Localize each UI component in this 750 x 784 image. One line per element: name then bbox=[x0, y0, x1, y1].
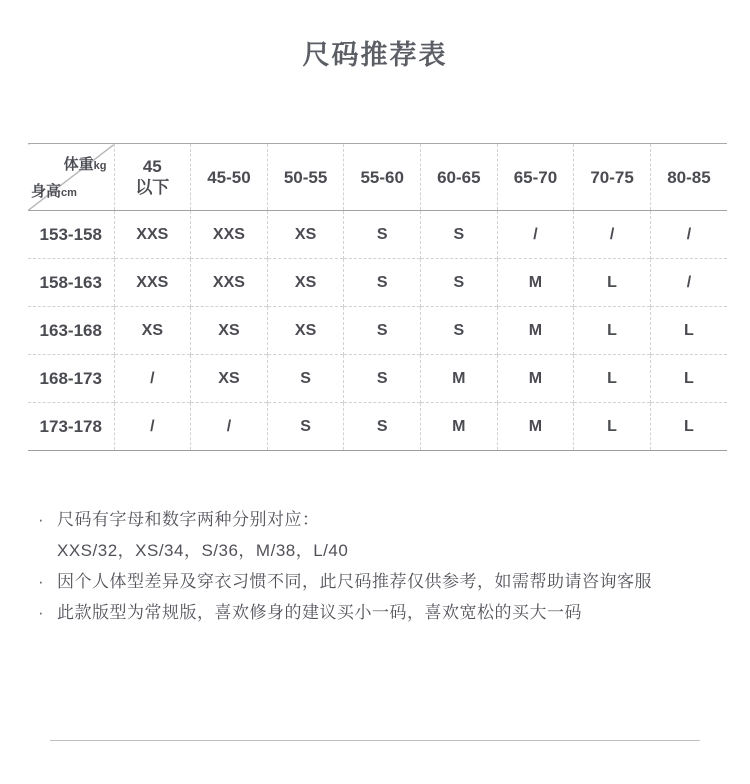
row-label: 168-173 bbox=[39, 368, 102, 388]
size-cell: XS bbox=[191, 307, 268, 355]
size-cell: / bbox=[191, 403, 268, 451]
note-line: XXS/32，XS/34，S/36，M/38，L/40 bbox=[57, 541, 349, 560]
height-label: 身高 bbox=[31, 183, 62, 200]
size-cell: S bbox=[267, 403, 344, 451]
size-cell: XS bbox=[267, 211, 344, 259]
size-cell: / bbox=[574, 211, 651, 259]
corner-cell bbox=[28, 144, 114, 211]
size-cell: XS bbox=[267, 259, 344, 307]
size-cell: XXS bbox=[114, 259, 191, 307]
size-table bbox=[28, 143, 727, 451]
table-row bbox=[28, 403, 727, 451]
note-line: 尺码有字母和数字两种分别对应： bbox=[57, 510, 320, 529]
col-header-weight-55-60: 55-60 bbox=[344, 144, 421, 211]
col-header-weight-70-75: 70-75 bbox=[574, 144, 651, 211]
size-cell: / bbox=[650, 211, 727, 259]
size-cell: XXS bbox=[191, 211, 268, 259]
size-cell: XXS bbox=[114, 211, 191, 259]
size-cell: M bbox=[497, 403, 574, 451]
table-row bbox=[28, 307, 727, 355]
size-cell: M bbox=[497, 355, 574, 403]
note-item bbox=[0, 566, 750, 597]
size-cell: S bbox=[344, 355, 421, 403]
size-cell: / bbox=[114, 355, 191, 403]
size-cell: XS bbox=[191, 355, 268, 403]
size-cell: M bbox=[497, 307, 574, 355]
col-header-weight-45-50: 45-50 bbox=[191, 144, 268, 211]
row-label: 163-168 bbox=[39, 320, 102, 340]
size-cell: / bbox=[497, 211, 574, 259]
bullet-dot: · bbox=[38, 510, 44, 529]
size-cell: / bbox=[114, 403, 191, 451]
size-cell: L bbox=[650, 403, 727, 451]
note-line: 因个人体型差异及穿衣习惯不同，此尺码推荐仅供参考，如需帮助请咨询客服 bbox=[57, 572, 652, 591]
size-cell: S bbox=[421, 307, 498, 355]
col-header-weight-65-70: 65-70 bbox=[497, 144, 574, 211]
col-header-line: 以下 bbox=[135, 178, 170, 197]
note-line: 此款版型为常规版，喜欢修身的建议买小一码，喜欢宽松的买大一码 bbox=[57, 603, 582, 622]
size-cell: S bbox=[344, 307, 421, 355]
size-cell: L bbox=[574, 259, 651, 307]
height-unit: cm bbox=[61, 187, 77, 199]
bullet-dot: · bbox=[38, 572, 44, 591]
bullet-dot: · bbox=[38, 603, 44, 622]
size-cell: M bbox=[421, 403, 498, 451]
section-divider-line bbox=[50, 740, 700, 741]
size-cell: / bbox=[650, 259, 727, 307]
size-cell: L bbox=[574, 403, 651, 451]
note-text bbox=[57, 597, 582, 628]
size-cell: S bbox=[344, 211, 421, 259]
size-cell: S bbox=[267, 355, 344, 403]
page-title: 尺码推荐表 bbox=[302, 40, 448, 70]
table-row bbox=[28, 211, 727, 259]
note-text bbox=[57, 566, 652, 597]
height-axis-label bbox=[31, 180, 77, 201]
note-item bbox=[0, 597, 750, 628]
col-header-weight-under45 bbox=[114, 144, 191, 211]
size-cell: M bbox=[497, 259, 574, 307]
table-row bbox=[28, 259, 727, 307]
size-cell: XXS bbox=[191, 259, 268, 307]
col-header-weight-50-55: 50-55 bbox=[267, 144, 344, 211]
size-cell: M bbox=[421, 355, 498, 403]
size-cell: S bbox=[421, 211, 498, 259]
row-label: 153-158 bbox=[39, 224, 102, 244]
size-cell: L bbox=[650, 307, 727, 355]
size-cell: L bbox=[650, 355, 727, 403]
weight-label: 体重 bbox=[63, 156, 94, 173]
size-cell: S bbox=[344, 259, 421, 307]
size-cell: L bbox=[574, 355, 651, 403]
size-cell: L bbox=[574, 307, 651, 355]
col-header-weight-60-65: 60-65 bbox=[421, 144, 498, 211]
table-row bbox=[28, 355, 727, 403]
row-label: 158-163 bbox=[39, 272, 102, 292]
col-header-weight-80-85: 80-85 bbox=[650, 144, 727, 211]
col-header-line: 45 bbox=[142, 157, 162, 176]
size-cell: XS bbox=[267, 307, 344, 355]
row-label: 173-178 bbox=[39, 416, 102, 436]
size-cell: S bbox=[421, 259, 498, 307]
weight-unit: kg bbox=[93, 160, 107, 172]
note-item bbox=[0, 504, 750, 566]
notes-section bbox=[0, 504, 750, 628]
weight-axis-label bbox=[64, 153, 107, 174]
header-row bbox=[28, 144, 727, 211]
note-text bbox=[57, 504, 348, 566]
size-cell: XS bbox=[114, 307, 191, 355]
size-cell: S bbox=[344, 403, 421, 451]
